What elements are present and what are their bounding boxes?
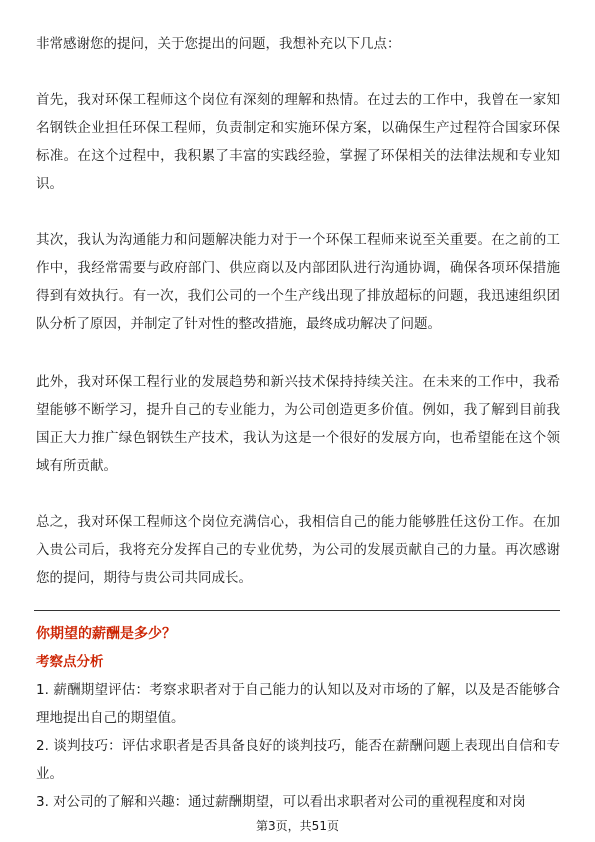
paragraph-industry-trends: 此外，我对环保工程行业的发展趋势和新兴技术保持持续关注。在未来的工作中，我希望能够不断学习，提升自己的专业能力，为公司创造更多价值。例如，我了解到目前我国正大力推广绿色钢铁生产技术，我认为这是一个很好的发展方向，也希望能在这个领域有所贡献。 <box>36 374 560 474</box>
section-divider <box>34 610 560 611</box>
intro-paragraph: 非常感谢您的提问，关于您提出的问题，我想补充以下几点： <box>36 36 401 52</box>
analysis-title: 考察点分析 <box>36 654 104 670</box>
list-item-salary-expectation: 1. 薪酬期望评估：考察求职者对于自己能力的认知以及对市场的了解，以及是否能够合理地提出自己的期望值。 <box>36 682 560 726</box>
paragraph-communication: 其次，我认为沟通能力和问题解决能力对于一个环保工程师来说至关重要。在之前的工作中，我经常需要与政府部门、供应商以及内部团队进行沟通协调，确保各项环保措施得到有效执行。有一次，我们公司的一个生产线出现了排放超标的问题，我迅速组织团队分析了原因，并制定了针对性的整改措施，最终成功解决了问题。 <box>36 232 560 332</box>
list-item-negotiation: 2. 谈判技巧：评估求职者是否具备良好的谈判技巧，能否在薪酬问题上表现出自信和专业。 <box>36 738 560 782</box>
question-title: 你期望的薪酬是多少？ <box>36 626 176 642</box>
page-number-footer: 第3页，共51页 <box>256 819 339 833</box>
paragraph-conclusion: 总之，我对环保工程师这个岗位充满信心，我相信自己的能力能够胜任这份工作。在加入贵公司后，我将充分发挥自己的专业优势，为公司的发展贡献自己的力量。再次感谢您的提问，期待与贵公司共同成长。 <box>36 514 560 586</box>
paragraph-experience: 首先，我对环保工程师这个岗位有深刻的理解和热情。在过去的工作中，我曾在一家知名钢铁企业担任环保工程师，负责制定和实施环保方案，以确保生产过程符合国家环保标准。在这个过程中，我积累了丰富的实践经验，掌握了环保相关的法律法规和专业知识。 <box>36 92 560 192</box>
list-item-company-interest: 3. 对公司的了解和兴趣：通过薪酬期望，可以看出求职者对公司的重视程度和对岗 <box>36 794 526 810</box>
